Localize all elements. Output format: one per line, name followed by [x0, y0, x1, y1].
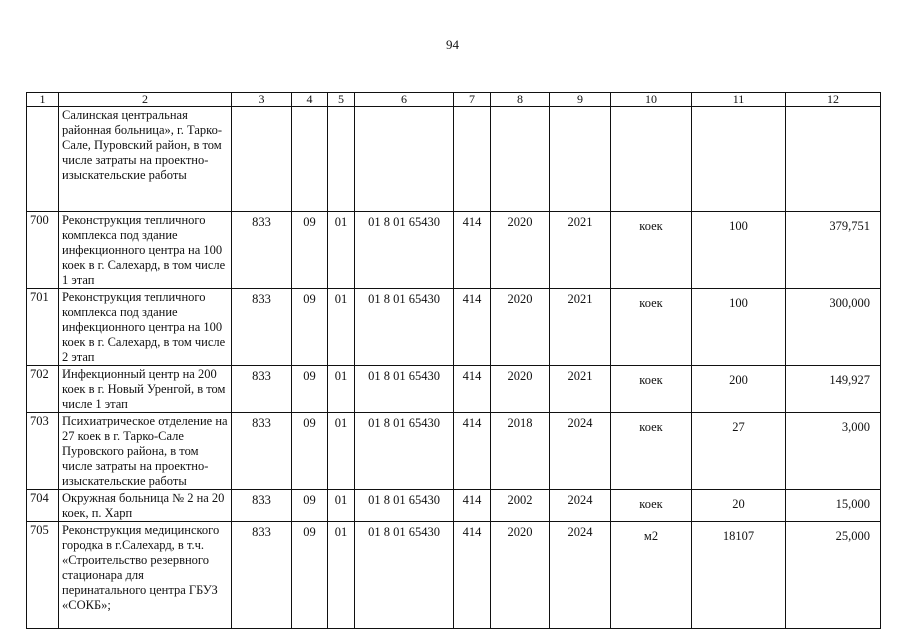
table-cell: 09: [292, 366, 328, 413]
table-cell: 833: [232, 522, 292, 629]
table-cell: Психиатрическое отделение на 27 коек в г. Тарко-Сале Пуровского района, в том числе затраты на проектно-изыскательские работы: [59, 413, 232, 490]
table-cell: [786, 107, 881, 212]
column-header: 3: [232, 93, 292, 107]
table-cell: 833: [232, 366, 292, 413]
table-row: [27, 107, 881, 212]
table-cell: [692, 107, 786, 212]
table-cell: 414: [454, 289, 491, 366]
table-cell: 833: [232, 413, 292, 490]
table-cell: 100: [692, 212, 786, 289]
column-header: 5: [328, 93, 355, 107]
table-cell: Реконструкция тепличного комплекса под здание инфекционного центра на 100 коек в г. Салехард, в том числе 1 этап: [59, 212, 232, 289]
table-cell: 700: [27, 212, 59, 289]
table-cell: 414: [454, 413, 491, 490]
table-cell: Инфекционный центр на 200 коек в г. Новый Уренгой, в том числе 1 этап: [59, 366, 232, 413]
table-cell: 100: [692, 289, 786, 366]
column-header: 8: [491, 93, 550, 107]
table-cell: 704: [27, 490, 59, 522]
table-cell: 01: [328, 490, 355, 522]
table-cell: 2024: [550, 490, 611, 522]
table-cell: Реконструкция тепличного комплекса под здание инфекционного центра на 100 коек в г. Салехард, в том числе 2 этап: [59, 289, 232, 366]
column-header: 10: [611, 93, 692, 107]
table-cell: 414: [454, 366, 491, 413]
table-cell: 300,000: [786, 289, 881, 366]
table-cell: 2002: [491, 490, 550, 522]
table-row: [27, 413, 881, 490]
table-cell: [292, 107, 328, 212]
table-cell: 414: [454, 212, 491, 289]
column-header: 2: [59, 93, 232, 107]
table-cell: 01 8 01 65430: [355, 366, 454, 413]
table-cell: 01: [328, 366, 355, 413]
table-cell: 2024: [550, 522, 611, 629]
column-header: 6: [355, 93, 454, 107]
table-cell: Реконструкция медицинского городка в г.Салехард, в т.ч. «Строительство резервного стационара для перинатального центра ГБУЗ «СОКБ»;: [59, 522, 232, 629]
table-cell: 705: [27, 522, 59, 629]
table-row: [27, 212, 881, 289]
table-cell: 01: [328, 413, 355, 490]
table-row: [27, 289, 881, 366]
table-row: [27, 522, 881, 629]
budget-table: [26, 92, 881, 629]
table-cell: 2018: [491, 413, 550, 490]
table-cell: 2021: [550, 366, 611, 413]
table-cell: [550, 107, 611, 212]
table-cell: 200: [692, 366, 786, 413]
table-row: [27, 366, 881, 413]
column-header: 1: [27, 93, 59, 107]
table-cell: 2020: [491, 522, 550, 629]
page-number: 94: [446, 37, 459, 52]
table-cell: 149,927: [786, 366, 881, 413]
table-cell: 09: [292, 413, 328, 490]
table-cell: 01 8 01 65430: [355, 490, 454, 522]
table-cell: 18107: [692, 522, 786, 629]
table-cell: 01: [328, 289, 355, 366]
table-cell: Салинская центральная районная больница», г. Тарко-Сале, Пуровский район, в том числе затраты на проектно-изыскательские работы: [59, 107, 232, 212]
column-header: 9: [550, 93, 611, 107]
table-cell: 09: [292, 490, 328, 522]
table-cell: [611, 107, 692, 212]
table-cell: [328, 107, 355, 212]
table-cell: 414: [454, 490, 491, 522]
table-cell: 2021: [550, 289, 611, 366]
table-cell: 3,000: [786, 413, 881, 490]
table-cell: 09: [292, 212, 328, 289]
table-row: [27, 490, 881, 522]
table-cell: 09: [292, 289, 328, 366]
table-cell: коек: [611, 366, 692, 413]
table-cell: 25,000: [786, 522, 881, 629]
table-cell: 20: [692, 490, 786, 522]
column-header: 4: [292, 93, 328, 107]
table-cell: 833: [232, 490, 292, 522]
table-cell: 703: [27, 413, 59, 490]
column-header: 7: [454, 93, 491, 107]
table-cell: [232, 107, 292, 212]
table-cell: 2020: [491, 289, 550, 366]
table-cell: [27, 107, 59, 212]
table-cell: [355, 107, 454, 212]
table-cell: коек: [611, 212, 692, 289]
table-cell: 01 8 01 65430: [355, 522, 454, 629]
table-cell: коек: [611, 490, 692, 522]
table-cell: 2020: [491, 366, 550, 413]
table-cell: 701: [27, 289, 59, 366]
table-cell: 27: [692, 413, 786, 490]
table-cell: 833: [232, 212, 292, 289]
table-cell: 01 8 01 65430: [355, 413, 454, 490]
column-header: 12: [786, 93, 881, 107]
table-cell: 2024: [550, 413, 611, 490]
table-cell: 09: [292, 522, 328, 629]
table-header-row: [27, 93, 881, 107]
table-cell: 01 8 01 65430: [355, 212, 454, 289]
table-cell: 01: [328, 522, 355, 629]
table-cell: 15,000: [786, 490, 881, 522]
table-cell: коек: [611, 289, 692, 366]
table-cell: 833: [232, 289, 292, 366]
table-cell: 01: [328, 212, 355, 289]
table-cell: коек: [611, 413, 692, 490]
table-cell: [491, 107, 550, 212]
column-header: 11: [692, 93, 786, 107]
table-cell: 414: [454, 522, 491, 629]
table-cell: Окружная больница № 2 на 20 коек, п. Харп: [59, 490, 232, 522]
table-cell: 379,751: [786, 212, 881, 289]
table-cell: 702: [27, 366, 59, 413]
table-cell: 2021: [550, 212, 611, 289]
table-cell: м2: [611, 522, 692, 629]
table-cell: [454, 107, 491, 212]
table-cell: 01 8 01 65430: [355, 289, 454, 366]
table-cell: 2020: [491, 212, 550, 289]
